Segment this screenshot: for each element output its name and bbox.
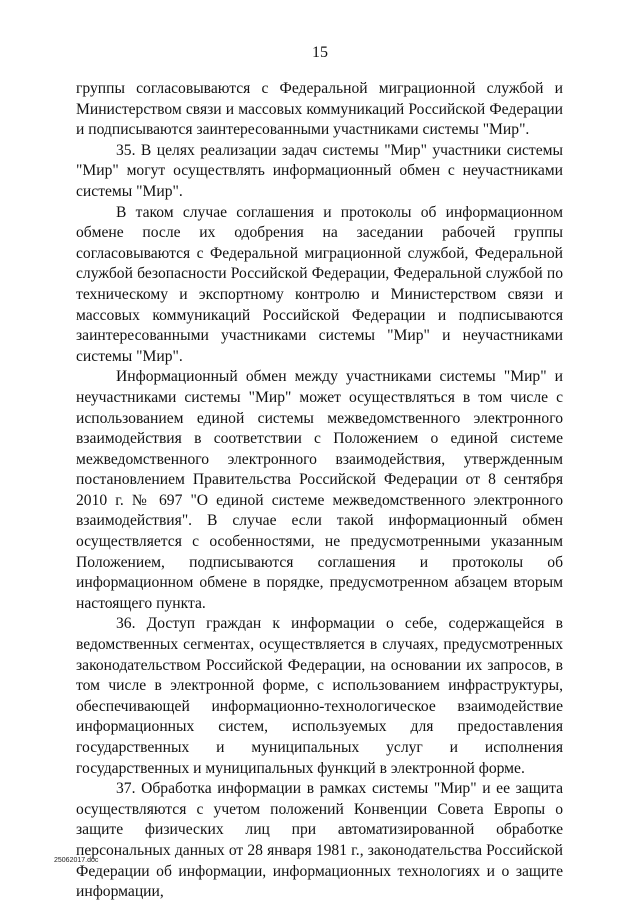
- paragraph-item-35: 35. В целях реализации задач системы "Мир" участники системы "Мир" могут осуществлять информационный обмен с неучастниками системы "Мир".: [76, 141, 563, 200]
- paragraph-item-35-exchange: Информационный обмен между участниками системы "Мир" и неучастниками системы "Мир" может осуществляться в том числе с использованием единой системы межведомственного электронного взаимодействия в соответствии с Положением о единой системе межведомственного электронного взаимодействия, утвержденным постановлением Правительства Российской Федерации от 8 сентября 2010 г. № 697 "О единой системе межведомственного электронного взаимодействия". В случае если такой информационный обмен осуществляется с особенностями, не предусмотренными указанным Положением, подписываются соглашения и протоколы об информационном обмене в порядке, предусмотренном абзацем вторым настоящего пункта.: [76, 368, 563, 612]
- paragraph-item-35-agreements: В таком случае соглашения и протоколы об информационном обмене после их одобрения на заседании рабочей группы согласовываются с Федеральной миграционной службой, Федеральной службой безопасности Российской Федерации, Федеральной службой по техническому и экспортному контролю и Министерством связи и массовых коммуникаций Российской Федерации и подписываются заинтересованными участниками системы "Мир" и неучастниками системы "Мир".: [76, 203, 563, 365]
- page-number: 15: [312, 44, 328, 61]
- paragraph-item-36: 36. Доступ граждан к информации о себе, содержащейся в ведомственных сегментах, осуществляется в случаях, предусмотренных законодательством Российской Федерации, на основании их запросов, в том числе в электронной форме, с использованием инфраструктуры, обеспечивающей информационно-технологическое взаимодействие информационных систем, используемых для предоставления государственных и муниципальных услуг и исполнения государственных и муниципальных функций в электронной форме.: [76, 615, 563, 777]
- paragraph-continuation: группы согласовываются с Федеральной миграционной службой и Министерством связи и массовых коммуникаций Российской Федерации и подписываются заинтересованными участниками системы "Мир".: [76, 80, 563, 139]
- document-body: [76, 79, 563, 903]
- footer-filename: 25062017.doc: [54, 857, 99, 864]
- paragraph-item-37: 37. Обработка информации в рамках системы "Мир" и ее защита осуществляются с учетом положений Конвенции Совета Европы о защите физических лиц при автоматизированной обработке персональных данных от 28 января 1981 г., законодательства Российской Федерации об информации, информационных технологиях и о защите информации,: [76, 780, 563, 901]
